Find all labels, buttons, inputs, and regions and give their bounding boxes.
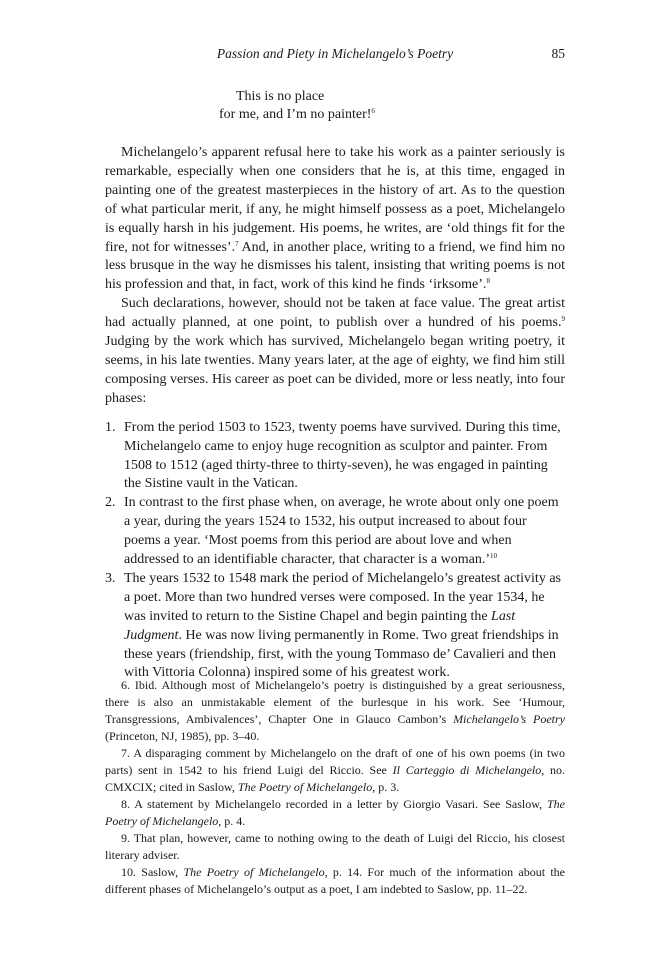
epigraph-line-2-text: for me, and I’m no painter!: [219, 107, 372, 122]
footnote-7-text-a: 7. A disparaging comment by Michelangelo on the draft of one of his own poems (in two parts) sent in 1542 to his friend Luigi del Riccio. See: [105, 746, 565, 777]
paragraph-2-text-b: Judging by the work which has survived, Michelangelo began writing poetry, it seems, in his late twenties. Many years later, at the age of eighty, we find him still composing verses. His career as poet can be divided, more or less neatly, into four phases:: [105, 334, 565, 406]
phase-text: In contrast to the first phase when, on average, he wrote about only one poem a year, during the years 1524 to 1532, his output increased to about four poems a year. ‘Most poems from this period are about love and when addressed to an identifiable character, that character is a woman.’: [124, 495, 559, 568]
paragraph-1-text-b: And, in another place, writing to a friend, we find him no less brusque in the way he dismisses his talent, insisting that writing poems is not his profession and that, in fact, work of this kind he finds ‘irksome’.: [105, 239, 566, 293]
paragraph-1: [105, 144, 565, 295]
phase-number: 2.: [105, 495, 116, 511]
epigraph-line-1-text: This is no place: [236, 89, 325, 104]
epigraph-line-2: [105, 106, 565, 124]
phase-list: [105, 419, 565, 684]
phase-item-1: [105, 419, 565, 495]
footnote-6: [105, 677, 565, 745]
page-number: 85: [551, 46, 565, 61]
epigraph-line-1: [105, 88, 565, 106]
artwork-title: Last Judgment: [124, 608, 516, 643]
footnote-7: [105, 745, 565, 796]
paragraph-2: [105, 295, 565, 408]
phase-number: 3.: [105, 570, 116, 586]
phase-number: 1.: [105, 419, 116, 435]
phase-text-b: . He was now living permanently in Rome. Two great friendships in these years (friendship, first, with the young Tommaso de’ Cavalieri and then with Vittoria Colonna) inspired some of his greatest work.: [124, 627, 559, 681]
footnote-10-book-title: The Poetry of Michelangelo: [183, 865, 325, 879]
footnote-10-text-b: , p. 14. For much of the information about the different phases of Michelangelo’s output as a poet, I am indebted to Saslow, pp. 11–22.: [105, 865, 566, 896]
footnote-ref-6[interactable]: 6: [371, 107, 375, 115]
footnote-9: [105, 830, 565, 864]
footnote-7-book-title-b: The Poetry of Michelangelo: [237, 780, 373, 794]
footnote-7-book-title-a: Il Carteggio di Michelangelo: [392, 763, 542, 777]
footnote-6-text-a: 6. Ibid. Although most of Michelangelo’s poetry is distinguished by a great seriousness, there is also an unmistakable element of the burlesque in his work. See ‘Humour, Transgressions, Ambivalences’, Chapter One in Glauco Cambon’s: [105, 678, 565, 726]
footnote-9-text: 9. That plan, however, came to nothing owing to the death of Luigi del Riccio, his closest literary adviser.: [105, 831, 565, 862]
phase-text-a: The years 1532 to 1548 mark the period of Michelangelo’s greatest activity as a poet. More than two hundred verses were composed. In the year 1534, he was invited to return to the Sistine Chapel and begin painting the: [124, 570, 561, 624]
footnote-8-book-title: The Poetry of Michelangelo: [105, 797, 565, 828]
footnote-10: [105, 864, 565, 898]
running-head: [105, 46, 565, 64]
footnote-8-text-a: 8. A statement by Michelangelo recorded in a letter by Giorgio Vasari. See Saslow,: [121, 797, 547, 811]
paragraph-2-text-a: Such declarations, however, should not be taken at face value. The great artist had actually planned, at one point, to publish over a hundred of his poems.: [105, 296, 565, 331]
footnotes: [105, 677, 565, 898]
phase-text: From the period 1503 to 1523, twenty poems have survived. During this time, Michelangelo came to enjoy huge recognition as sculptor and painter. From 1508 to 1512 (aged thirty-three to thirty-seven), he was engaged in painting the Sistine vault in the Vatican.: [124, 419, 561, 492]
footnote-8: [105, 796, 565, 830]
footnote-ref-10[interactable]: 10: [489, 552, 497, 561]
footnote-8-text-b: , p. 4.: [218, 814, 246, 828]
running-title: Passion and Piety in Michelangelo’s Poetry: [216, 46, 454, 61]
paragraph-1-text-a: Michelangelo’s apparent refusal here to take his work as a painter seriously is remarkable, especially when one considers that he is, at this time, engaged in painting one of the greatest masterpieces in the history of art. As to the question of what particular merit, if any, he might himself possess as a poet, Michelangelo is equally harsh in his judgement. His poems, he writes, are ‘old things fit for the fire, not for witnesses’.: [105, 145, 565, 255]
epigraph: [105, 88, 565, 124]
footnote-ref-7[interactable]: 7: [235, 239, 239, 248]
footnote-7-text-c: , p. 3.: [372, 780, 400, 794]
body-text: [105, 144, 565, 683]
footnote-6-text-b: (Princeton, NJ, 1985), pp. 3–40.: [105, 729, 260, 743]
footnote-6-book-title: Michelangelo’s Poetry: [453, 712, 565, 726]
footnote-10-text-a: 10. Saslow,: [121, 865, 184, 879]
phase-item-3: [105, 570, 565, 683]
footnote-7-text-b: , no. CMXCIX; cited in Saslow,: [105, 763, 565, 794]
footnote-ref-8[interactable]: 8: [486, 277, 490, 286]
footnote-ref-9[interactable]: 9: [561, 315, 565, 324]
phase-item-2: [105, 494, 565, 570]
